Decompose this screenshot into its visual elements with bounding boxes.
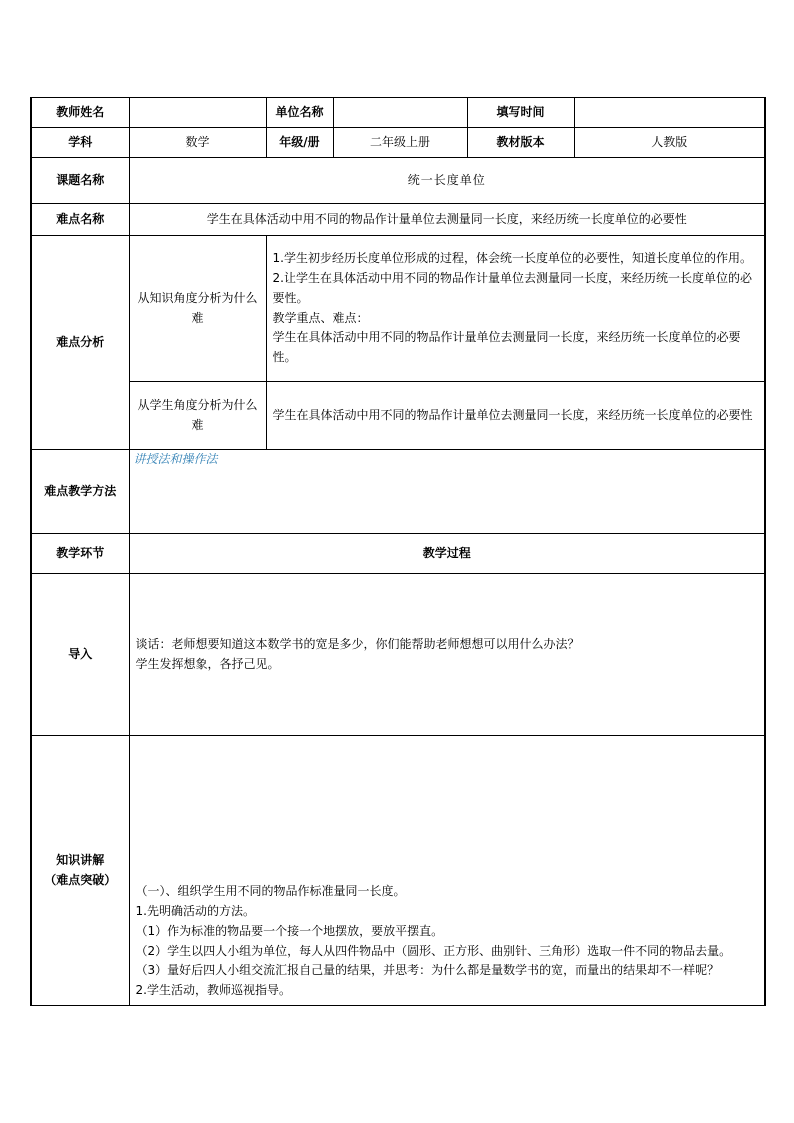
time-value[interactable] xyxy=(574,98,765,128)
method-cell xyxy=(129,450,765,534)
method-label: 难点教学方法 xyxy=(31,450,129,534)
explain-line: （3）量好后四人小组交流汇报自己量的结果，并思考：为什么都是量数学书的宽，而量出的结果却不一样呢？ xyxy=(135,963,720,978)
row-analysis-knowledge xyxy=(31,236,765,382)
knowledge-line: 学生在具体活动中用不同的物品作计量单位去测量同一长度，来经历统一长度单位的必要性。 xyxy=(272,330,741,365)
stage-header: 教学环节 xyxy=(31,534,129,574)
row-header-2 xyxy=(31,128,765,158)
knowledge-angle-content xyxy=(266,236,765,382)
knowledge-line: 2.让学生在具体活动中用不同的物品作计量单位去测量同一长度，来经历统一长度单位的必要性。 xyxy=(272,270,752,305)
edition-value: 人教版 xyxy=(574,128,765,158)
intro-line: 学生发挥想象，各抒己见。 xyxy=(135,656,280,671)
explain-label xyxy=(31,736,129,1006)
explain-content xyxy=(129,736,765,1006)
explain-line: （1）作为标准的物品要一个接一个地摆放，要放平摆直。 xyxy=(135,923,444,938)
row-difficulty xyxy=(31,204,765,236)
row-method xyxy=(31,450,765,534)
explain-line: （2）学生以四人小组为单位，每人从四件物品中（圆形、正方形、曲别针、三角形）选取一件不同的物品去量。 xyxy=(135,943,732,958)
student-angle-content: 学生在具体活动中用不同的物品作计量单位去测量同一长度，来经历统一长度单位的必要性 xyxy=(266,382,765,450)
subject-label: 学科 xyxy=(31,128,129,158)
process-header: 教学过程 xyxy=(129,534,765,574)
explain-line: 2.学生活动，教师巡视指导。 xyxy=(135,983,291,998)
analysis-label: 难点分析 xyxy=(31,236,129,450)
explain-label-line2: （难点突破） xyxy=(44,872,117,887)
row-explain xyxy=(31,736,765,1006)
edition-label: 教材版本 xyxy=(467,128,574,158)
lesson-plan-table xyxy=(30,97,766,1006)
difficulty-value: 学生在具体活动中用不同的物品作计量单位去测量同一长度，来经历统一长度单位的必要性 xyxy=(129,204,765,236)
unit-value[interactable] xyxy=(333,98,467,128)
explain-line: （一）、组织学生用不同的物品作标准量同一长度。 xyxy=(135,884,406,899)
time-label: 填写时间 xyxy=(467,98,574,128)
row-analysis-student xyxy=(31,382,765,450)
unit-label: 单位名称 xyxy=(266,98,333,128)
explain-label-line1: 知识讲解 xyxy=(56,852,105,867)
method-value: 讲授法和操作法 xyxy=(133,452,218,466)
teacher-value[interactable] xyxy=(129,98,266,128)
topic-label: 课题名称 xyxy=(31,158,129,204)
intro-content xyxy=(129,574,765,736)
subject-value: 数学 xyxy=(129,128,266,158)
teacher-label: 教师姓名 xyxy=(31,98,129,128)
difficulty-label: 难点名称 xyxy=(31,204,129,236)
intro-label: 导入 xyxy=(31,574,129,736)
row-intro xyxy=(31,574,765,736)
intro-line: 谈话：老师想要知道这本数学书的宽是多少，你们能帮助老师想想可以用什么办法？ xyxy=(135,636,580,651)
row-header-1 xyxy=(31,98,765,128)
knowledge-line: 教学重点、难点： xyxy=(272,310,369,325)
grade-value: 二年级上册 xyxy=(333,128,467,158)
student-angle-label: 从学生角度分析为什么难 xyxy=(129,382,266,450)
row-process-header xyxy=(31,534,765,574)
knowledge-angle-label: 从知识角度分析为什么难 xyxy=(129,236,266,382)
topic-title: 统一长度单位 xyxy=(129,158,765,204)
explain-line: 1.先明确活动的方法。 xyxy=(135,904,255,919)
knowledge-line: 1.学生初步经历长度单位形成的过程，体会统一长度单位的必要性，知道长度单位的作用。 xyxy=(272,251,752,266)
row-topic xyxy=(31,158,765,204)
grade-label: 年级/册 xyxy=(266,128,333,158)
